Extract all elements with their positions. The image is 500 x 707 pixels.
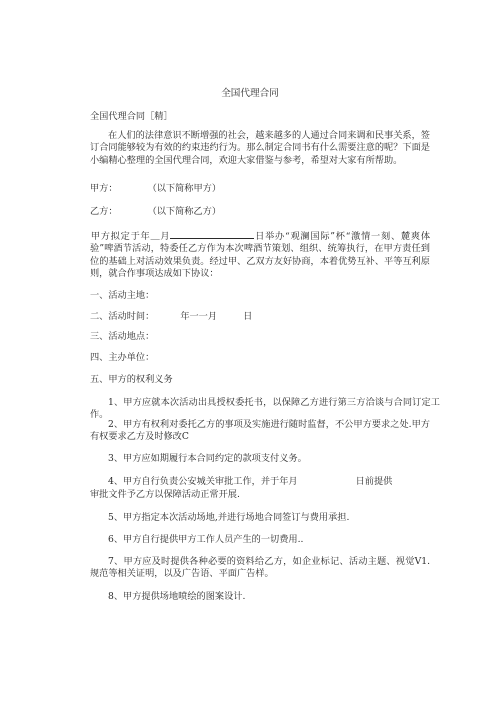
document-subtitle: 全国代理合同［精］ [90, 111, 173, 122]
item-1: 1、甲方应就本次活动出具授权委托书，以保障乙方进行第三方洽谈与合同订定工作。 [90, 397, 440, 421]
section-2-end: 日 [243, 311, 253, 322]
item-4-line2: 审批文件予乙方以保障活动正常开展. [90, 489, 240, 500]
document-title: 全国代理合同 [221, 88, 279, 99]
party-a-note: （以下简称甲方） [147, 183, 222, 194]
agreement-paragraph [90, 229, 430, 280]
item-5: 5、甲方指定本次活动场地,并进行场地合同签订与费用承担. [108, 512, 350, 523]
agreement-part2: 日举办“观澜国际”杯“激情一刻、麓爽体验”啤酒节活动，特委任乙方作为本次啤酒节策划、组织、统筹执行，在甲方责任到位的基础上对活动效果负责。经过甲、乙双方友好协商，本着优势互补、平等互利原则，就合作事项达成如下协议： [90, 231, 431, 279]
item-7: 7、甲方应及时提供各种必要的资料给乙方，如企业标记、活动主题、视觉V1.规范等相关证明，以及广告语、平面广告样。 [90, 556, 430, 580]
item-6: 6、甲方自行提供甲方工作人员产生的一切费用.. [108, 534, 304, 545]
item-4-part2: 日前提供 [355, 476, 393, 487]
section-4: 四、主办单位： [90, 352, 155, 363]
item-4-line1 [108, 476, 392, 488]
section-2-mid: 年一一月 [180, 311, 218, 322]
section-1: 一、活动主地： [90, 290, 155, 301]
party-b-line [90, 206, 221, 218]
agreement-part1: 甲方拟定于年＿月 [90, 231, 171, 242]
section-5: 五、甲方的权利义务 [90, 374, 173, 385]
party-a-label: 甲方： [90, 183, 118, 194]
section-3: 三、活动地点： [90, 331, 155, 342]
party-a-line [90, 183, 221, 195]
item-3: 3、甲方应如期履行本合同约定的款项支付义务。 [108, 453, 307, 464]
date-blank [170, 229, 254, 239]
item-8: 8、甲方提供场地喷绘的图案设计. [108, 591, 246, 602]
party-b-note: （以下简称乙方） [147, 206, 222, 217]
item-2: 2、甲方有权利对委托乙方的事项及实施进行随时监督，不公甲方要求之处.甲方有权要求乙方及时修改C [90, 419, 430, 443]
section-2-label: 二、活动时间： [90, 311, 155, 322]
item-4-part1: 4、甲方自行负责公安城关审批工作，并于年月 [108, 476, 298, 487]
section-2 [90, 311, 252, 323]
intro-paragraph: 在人们的法律意识不断增强的社会，越来越多的人通过合同来调和民事关系，签订合同能够较为有效的约束违约行为。那么制定合同书有什么需要注意的呢？下面是小编精心整理的全国代理合同，欢迎大家借鉴与参考，希望对大家有所帮助。 [90, 130, 430, 166]
party-b-label: 乙方： [90, 206, 118, 217]
